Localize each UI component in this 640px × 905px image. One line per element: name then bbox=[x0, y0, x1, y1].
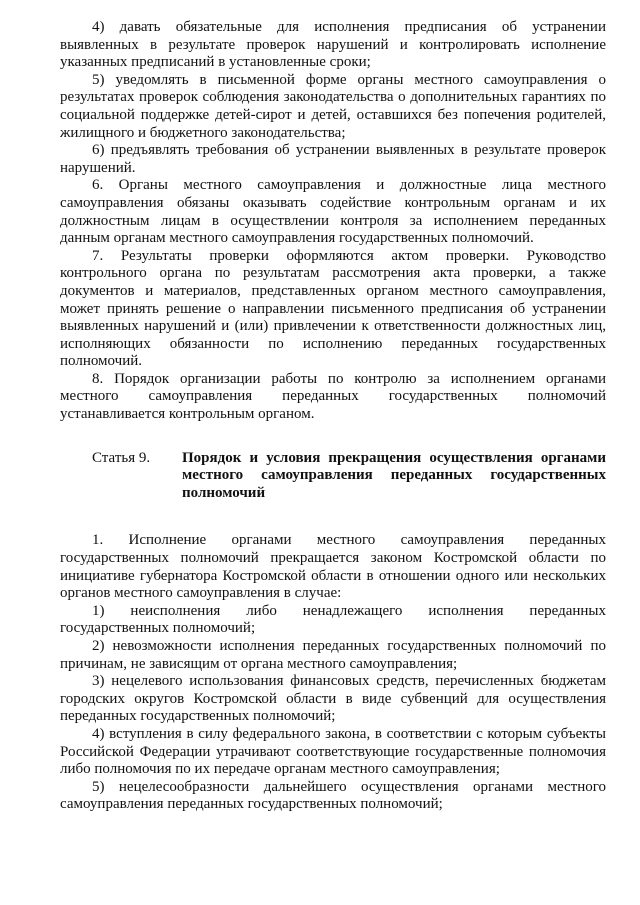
paragraph-section-6: 6. Органы местного самоуправления и должностные лица местного самоуправления обязаны оказывать содействие контрольным органам и их должностным лицам в осуществлении контроля за исполнением переданных данным органам местного самоуправления государственных полномочий. bbox=[60, 177, 606, 247]
paragraph-item-4: 4) давать обязательные для исполнения предписания об устранении выявленных в результате проверок нарушений и контролировать исполнение указанных предписаний в установленные сроки; bbox=[60, 19, 606, 71]
paragraph-case-3: 3) нецелевого использования финансовых средств, перечисленных бюджетам городских округов Костромской области в виде субвенций для осуществления переданных государственных полномочий; bbox=[60, 673, 606, 725]
paragraph-item-6: 6) предъявлять требования об устранении выявленных в результате проверок нарушений. bbox=[60, 142, 606, 176]
paragraph-section-8: 8. Порядок организации работы по контролю за исполнением органами местного самоуправления переданных государственных полномочий устанавливается контрольным органом. bbox=[60, 370, 606, 423]
paragraph-section-7: 7. Результаты проверки оформляются актом проверки. Руководство контрольного органа по результатам рассмотрения акта проверки, а также документов и материалов, представленных органом местного самоуправления, может принять решение о направлении письменного предписания об устранении выявленных нарушений и (или) привлечении к ответственности должностных лиц, исполняющих обязанности по исполнению переданных государственных полномочий. bbox=[60, 247, 606, 370]
article-heading bbox=[60, 450, 606, 503]
paragraph-case-4: 4) вступления в силу федерального закона, в соответствии с которым субъекты Российской Федерации утрачивают соответствующие государственные полномочия либо полномочия по их передаче органам местного самоуправления; bbox=[60, 725, 606, 778]
paragraph-case-2: 2) невозможности исполнения переданных государственных полномочий по причинам, не зависящим от органа местного самоуправления; bbox=[60, 638, 606, 672]
paragraph-case-1: 1) неисполнения либо ненадлежащего исполнения переданных государственных полномочий; bbox=[60, 602, 606, 637]
paragraph-case-5: 5) нецелесообразности дальнейшего осуществления органами местного самоуправления переданных государственных полномочий; bbox=[60, 778, 606, 813]
paragraph-item-5: 5) уведомлять в письменной форме органы местного самоуправления о результатах проверок соблюдения законодательства о дополнительных гарантиях по социальной поддержке детей-сирот и детей, оставшихся без попечения родителей, жилищного и бюджетного законодательства; bbox=[60, 71, 606, 141]
article-title: Порядок и условия прекращения осуществления органами местного самоуправления переданных государственных полномочий bbox=[182, 449, 606, 501]
article-number: Статья 9. bbox=[92, 449, 151, 466]
paragraph-section-1: 1. Исполнение органами местного самоуправления переданных государственных полномочий прекращается законом Костромской области по инициативе губернатора Костромской области в отношении одного или нескольких органов местного самоуправления в случае: bbox=[60, 532, 606, 602]
